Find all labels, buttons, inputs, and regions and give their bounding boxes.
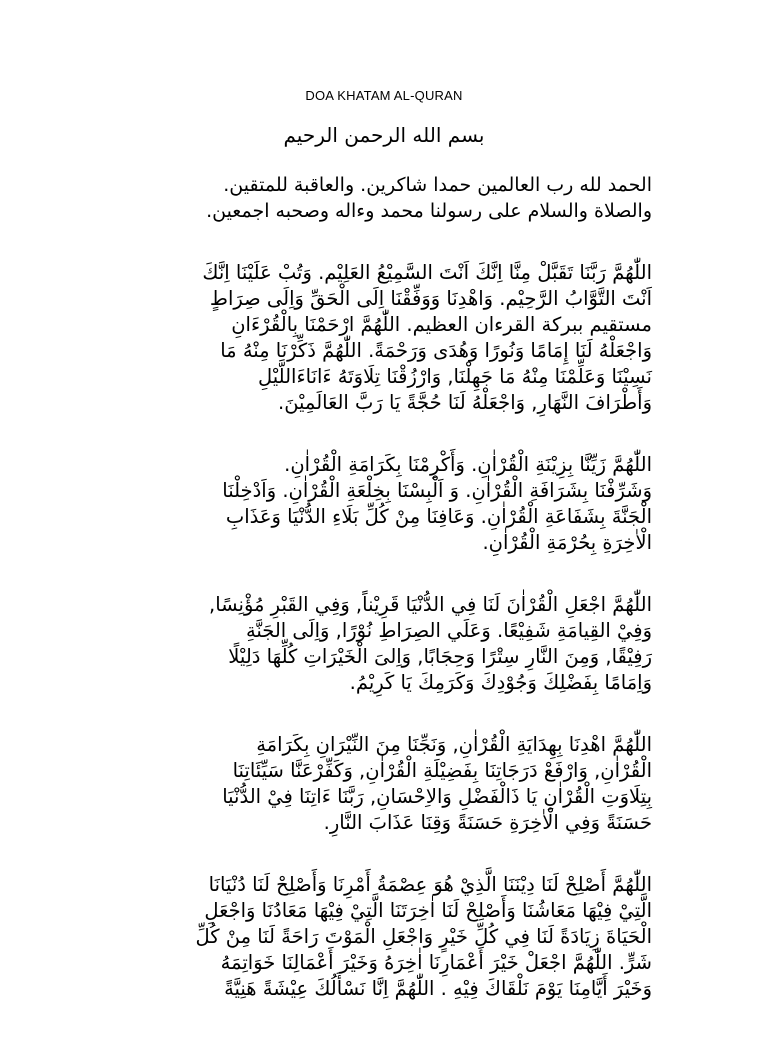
text-line: وَأَطْرَافَ النَّهَارِ, وَاجْعَلْهُ لَنَا حُجَّةً يَا رَبَّ العَالَمِيْنَ. <box>278 391 652 414</box>
text-line: شَرٍّ. اللّٰهُمَّ اجْعَلْ خَيْرَ أَعْمَارِنَا اٰخِرَهُ وَخَيْرَ أَعْمَالِنَا خَوَاتِمَهُ <box>220 951 652 974</box>
text-line: وَشَرِّفْنَا بِشَرَافَةِ الْقُرْاٰنِ. وَ اَلْبِسْنَا بِخِلْعَةِ الْقُرْاٰنِ. وَاَدْخِلْنَا <box>222 479 652 502</box>
text-line: وَفِيْ القِيامَةِ شَفِيْعًا. وَعَلَي الصِرَاطِ نُوْرًا, وَاِلَى الجَنَّةِ <box>245 619 652 642</box>
paragraph-accept-prayer <box>116 260 652 416</box>
paragraph-guidance-prayer <box>116 732 652 836</box>
paragraph-adorn-prayer <box>116 452 652 556</box>
text-line: اللّٰهُمَّ أَصْلِحْ لَنَا دِيْنَنَا الَّذِيْ هُوَ عِصْمَةُ أَمْرِنَا وَأَصْلِحْ لَنَا دُنْيَانَا <box>208 873 652 896</box>
text-line: وَاِمَامًا بِفَضْلِكَ وَجُوْدِكَ وَكَرَمِكَ يَا كَرِيْمُ. <box>349 671 652 694</box>
prayer-body <box>116 172 652 1038</box>
text-line: اللّٰهُمَّ زَيِّنَّا بِزِيْنَةِ الْقُرْاٰنِ. وَأَكْرِمْنَا بِكَرَامَةِ الْقُرْاٰنِ. <box>284 453 652 476</box>
text-line: مستقيم ببركة القرءان العظيم. اللّٰهُمَّ ارْحَمْنَا بِالْقُرْءَانِ <box>231 313 652 336</box>
text-line: اللّٰهُمَّ اجْعَلِ الْقُرْاٰنَ لَنَا فِي الدُّنْيَا قَرِيْناً, وَفِي القَبْرِ مُؤْنِسًا, <box>209 593 652 616</box>
text-line: وَاجْعَلْهُ لَنَا إِمَامًا وَنُورًا وَهُدَى وَرَحْمَةً. اللّٰهُمَّ ذَكِّرْنَا مِنْهُ مَا <box>220 339 652 362</box>
document-title: DOA KHATAM AL-QURAN <box>305 88 463 103</box>
text-line: وَخَيْرَ أَيَّامِنَا يَوْمَ نَلْقَاكَ فِيْهِ . اللّٰهُمَّ اِنَّا نَسْأَلُكَ عِيْشَةً هَنِيَّةً <box>224 977 652 1000</box>
text-line: اللّٰهُمَّ رَبَّنَا تَقَبَّلْ مِنَّا اِنَّكَ اَنْتَ السَّمِيْعُ العَلِيْم. وَتُبْ عَلَيْنَا اِنَّكَ <box>202 261 652 284</box>
text-line: الحمد لله رب العالمين حمدا شاكرين. والعاقبة للمتقين. <box>223 174 652 196</box>
text-line: اَنْتَ التَّوَّابُ الرَّحِيْم. وَاهْدِنَا وَوَفِّقْنَا اِلَى الْحَقِّ وَاِلَى صِرَاطٍ <box>209 287 652 310</box>
text-line: والصلاة والسلام على رسولنا محمد وءاله وصحبه اجمعين. <box>206 200 652 222</box>
text-line: رَفِيْقًا, وَمِنَ النَّارِ سِتْرًا وَحِجَابًا, وَاِلىَ الْخَيْرَاتِ كُلِّهَا دَلِيْلًا <box>228 645 652 668</box>
text-line: حَسَنَةً وَفِي الْاٰخِرَةِ حَسَنَةً وَقِنَا عَذَابَ النَّارِ. <box>323 811 652 834</box>
basmala-heading: بسم الله الرحمن الرحيم <box>283 123 485 147</box>
text-line: الْاٰخِرَةِ بِحُرْمَةِ الْقُرْاٰنِ. <box>482 531 652 554</box>
text-line: بِتِلَاوَتِ الْقُرْاٰنِ يَا ذَالْفَضْلِ وَالاِحْسَانِ, رَبَّنَا ءَاتِنَا فِيْ الدُّنْيَا <box>222 785 652 808</box>
text-line: الْحَيَاةَ زِيَادَةً لَنَا فِي كُلِّ خَيْرٍ وَاجْعَلِ الْمَوْتَ رَاحَةً لَنَا مِنْ كُلِّ <box>195 925 652 948</box>
text-line: اللّٰهُمَّ اهْدِنَا بِهِدَايَةِ الْقُرْاٰنِ, وَنَجِّنَا مِنَ النِّيْرَانِ بِكَرَامَةِ <box>256 733 652 756</box>
text-line: الَّتِيْ فِيْهَا مَعَاشُنَا وَأَصْلِحْ لَنَا اٰخِرَتَنَا الَّتِيْ فِيْهَا مَعَادُنَا وَاجْعَلِ <box>204 899 652 922</box>
paragraph-rectify-prayer <box>116 872 652 1002</box>
paragraph-opening-praise <box>116 172 652 224</box>
text-line: نَسِيْنَا وَعَلِّمْنَا مِنْهُ مَا جَهِلْنَا, وَارْزُقْنَا تِلَاوَتَهُ ءَانَاءَاللَّيْلِ <box>258 365 652 388</box>
paragraph-companion-prayer <box>116 592 652 696</box>
text-line: الْجَنَّةَ بِشَفَاعَةِ الْقُرْاٰنِ. وَعَافِنَا مِنْ كُلِّ بَلَاءِ الدُّنْيَا وَعَذَابِ <box>225 505 652 528</box>
text-line: الْقُرْاٰنِ, وَارْفَعْ دَرَجَاتِنَا بِفَضِيْلَةِ الْقُرْاٰنِ, وَكَفِّرْعَنَّا سَيِّئَاتِنَا <box>232 759 652 782</box>
